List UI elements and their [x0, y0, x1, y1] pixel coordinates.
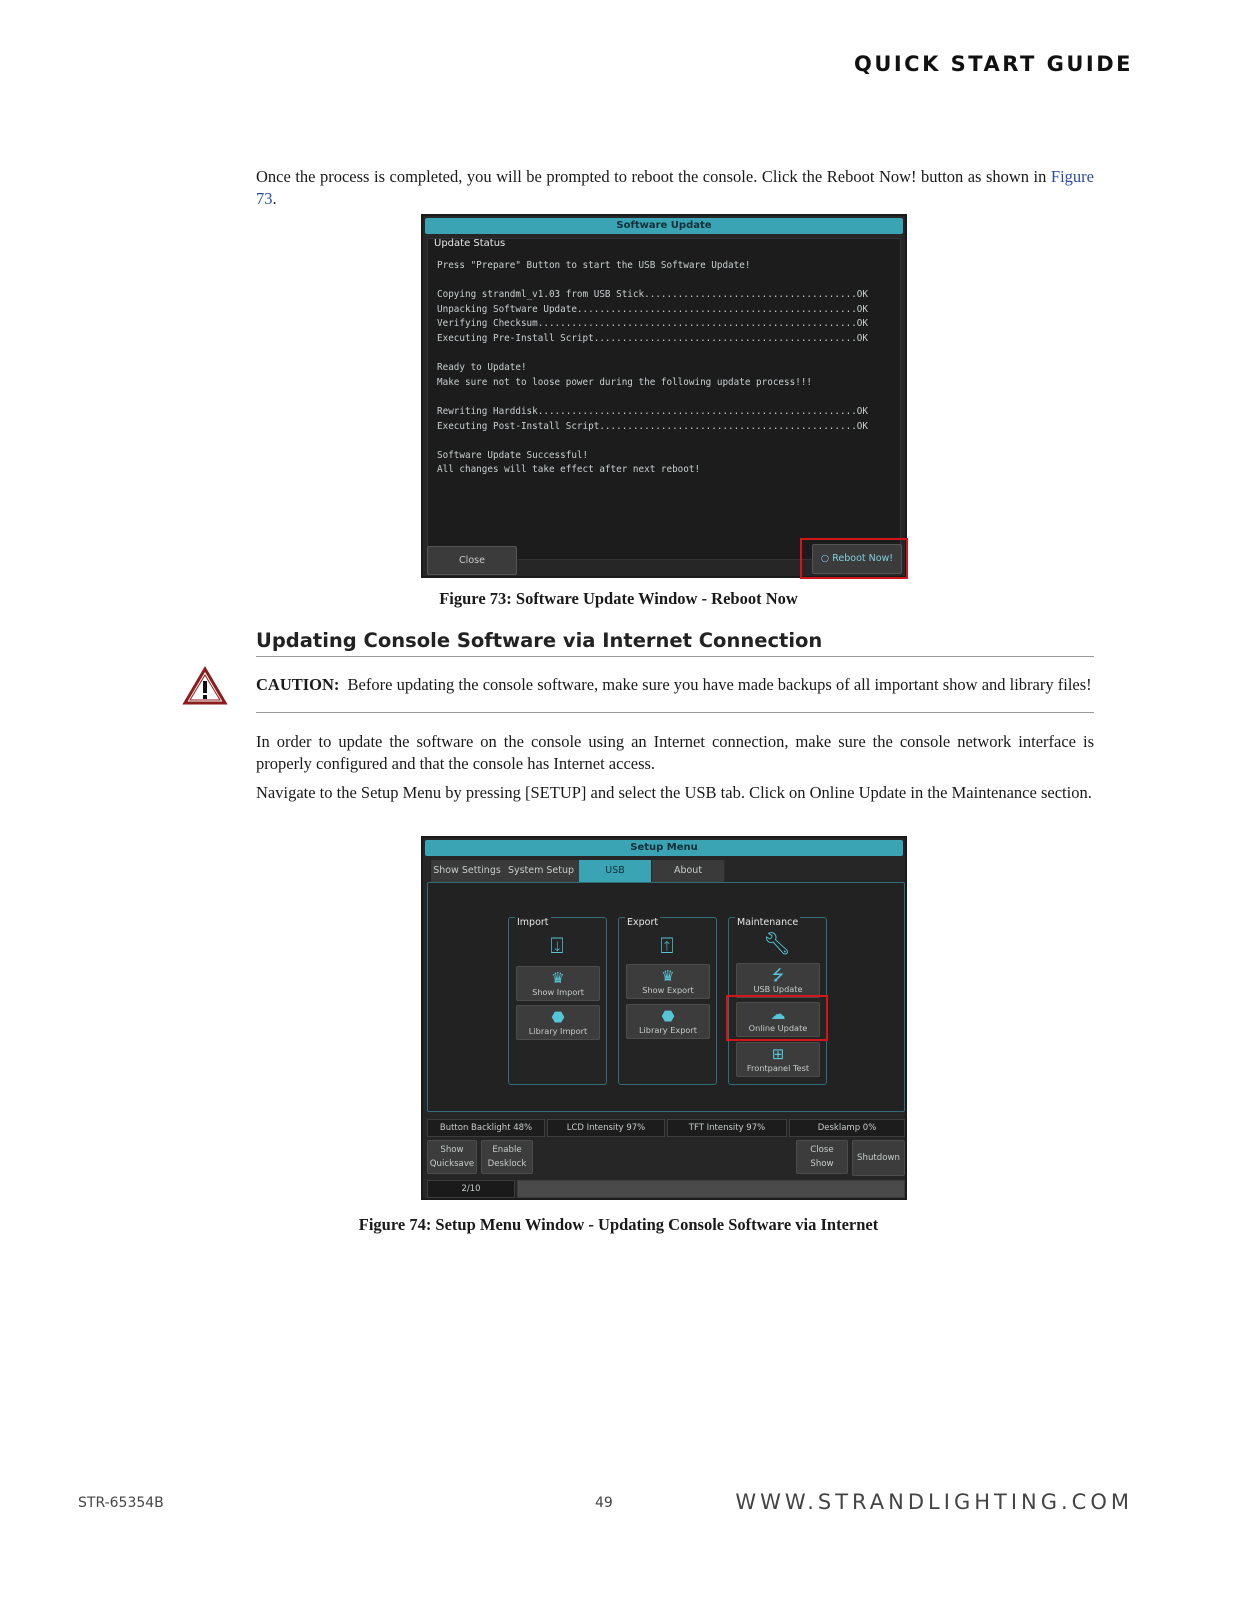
show-import-button[interactable]	[516, 966, 600, 1001]
show-export-label: Show Export	[642, 985, 694, 995]
section-heading: Updating Console Software via Internet Connection	[256, 629, 823, 652]
show-import-label: Show Import	[532, 987, 584, 997]
command-line-bar[interactable]	[517, 1180, 905, 1198]
usb-update-label: USB Update	[753, 984, 803, 994]
log-line: Make sure not to loose power during the following update process!!!	[437, 376, 813, 388]
enable-desklock-line2: Desklock	[487, 1159, 527, 1169]
log-line	[437, 347, 868, 362]
library-export-label: Library Export	[638, 1025, 698, 1035]
library-icon: ⬣	[661, 1007, 675, 1025]
setup-menu-window	[421, 836, 907, 1200]
button-backlight-status[interactable]: Button Backlight 48%	[427, 1119, 545, 1137]
caution-text	[256, 674, 1094, 696]
log-line: Rewriting Harddisk.........................................................OK	[437, 405, 868, 417]
enable-desklock-button[interactable]	[481, 1140, 533, 1174]
page-indicator: 2/10	[427, 1180, 515, 1198]
wrench-icon: 🔧︎	[763, 932, 791, 957]
frontpanel-test-button[interactable]	[736, 1042, 820, 1077]
close-button[interactable]: Close	[427, 546, 517, 575]
caution-top-rule	[256, 656, 1094, 657]
tab-system-setup[interactable]: System Setup	[503, 860, 580, 882]
intro-paragraph	[256, 166, 1094, 210]
usb-panel	[427, 882, 905, 1112]
maintenance-title: Maintenance	[737, 917, 799, 928]
log-line: Unpacking Software Update..................................................OK	[437, 303, 868, 315]
log-line: Executing Pre-Install Script...............................................OK	[437, 332, 868, 344]
update-status-label: Update Status	[434, 238, 506, 249]
grid-icon: ⊞	[771, 1045, 785, 1063]
library-icon: ⬣	[551, 1008, 565, 1026]
figure-73-caption: Figure 73: Software Update Window - Reboot Now	[439, 589, 798, 608]
show-quicksave-line1: Show	[440, 1145, 464, 1155]
figure-73-link[interactable]: Figure 73	[256, 167, 1094, 208]
shutdown-button[interactable]: Shutdown	[852, 1140, 905, 1176]
library-export-button[interactable]	[626, 1004, 710, 1039]
intro-text: Once the process is completed, you will be prompted to reboot the console. Click the Reboot Now! button as shown in	[256, 167, 1051, 186]
log-line: Copying strandml_v1.03 from USB Stick......................................OK	[437, 289, 868, 301]
show-export-button[interactable]	[626, 964, 710, 999]
update-log	[437, 259, 868, 478]
caution-bottom-rule	[256, 712, 1094, 713]
power-icon: ○	[820, 553, 830, 564]
usb-update-button[interactable]	[736, 963, 820, 998]
website-link[interactable]: WWW.STRANDLIGHTING.COM	[735, 1490, 1133, 1514]
export-icon: ⍐	[660, 934, 674, 959]
show-quicksave-button[interactable]	[427, 1140, 477, 1174]
tab-about[interactable]: About	[652, 860, 725, 882]
import-group	[508, 917, 607, 1085]
tft-intensity-status[interactable]: TFT Intensity 97%	[667, 1119, 787, 1137]
enable-desklock-line1: Enable	[492, 1145, 522, 1155]
library-import-button[interactable]	[516, 1005, 600, 1040]
software-update-window	[421, 214, 907, 578]
close-show-line1: Close	[810, 1145, 834, 1155]
log-line: All changes will take effect after next reboot!	[437, 464, 701, 476]
log-line: Press "Prepare" Button to start the USB Software Update!	[437, 260, 751, 271]
log-line: Software Update Successful!	[437, 449, 589, 461]
log-line: Executing Post-Install Script..............................................OK	[437, 420, 868, 432]
window-title: Software Update	[425, 218, 903, 234]
tab-usb[interactable]: USB	[579, 860, 652, 882]
export-title: Export	[627, 917, 659, 928]
show-quicksave-line2: Quicksave	[429, 1159, 475, 1169]
log-line: Ready to Update!	[437, 362, 527, 374]
export-group	[618, 917, 717, 1085]
reboot-highlight-box	[800, 538, 908, 579]
lcd-intensity-status[interactable]: LCD Intensity 97%	[547, 1119, 665, 1137]
warning-icon	[182, 666, 228, 706]
import-title: Import	[517, 917, 549, 928]
caution-label: CAUTION:	[256, 675, 340, 694]
reboot-now-label: Reboot Now!	[832, 553, 894, 564]
online-update-highlight-box	[726, 995, 828, 1041]
log-line	[437, 390, 868, 405]
page-number: 49	[595, 1495, 613, 1511]
close-show-line2: Show	[810, 1159, 834, 1169]
window-title: Setup Menu	[425, 840, 903, 856]
show-icon: ♛	[661, 967, 675, 985]
close-show-button[interactable]	[796, 1140, 848, 1174]
usb-icon: ⭍	[771, 966, 785, 984]
online-update-label: Online Update	[748, 1023, 808, 1033]
cloud-icon: ☁	[770, 1005, 786, 1023]
update-status-panel	[427, 238, 901, 560]
show-icon: ♛	[551, 969, 565, 987]
figure-74-caption: Figure 74: Setup Menu Window - Updating Console Software via Internet	[358, 1215, 879, 1234]
body-paragraph-1: In order to update the software on the console using an Internet connection, make sure the console network interface is properly configured and that the console has Internet access.	[256, 732, 1094, 773]
body-paragraph-2: Navigate to the Setup Menu by pressing [SETUP] and select the USB tab. Click on Online Update in the Maintenance section.	[256, 783, 1092, 802]
library-import-label: Library Import	[528, 1026, 588, 1036]
frontpanel-test-label: Frontpanel Test	[746, 1063, 810, 1073]
document-id: STR-65354B	[78, 1495, 164, 1511]
desklamp-status[interactable]: Desklamp 0%	[789, 1119, 905, 1137]
import-icon: ⍗	[550, 934, 564, 959]
running-header: QUICK START GUIDE	[853, 52, 1133, 76]
caution-body: Before updating the console software, make sure you have made backups of all important show and library files!	[347, 675, 1092, 694]
log-line	[437, 434, 868, 449]
log-line	[437, 274, 868, 289]
intro-text-end: .	[272, 189, 277, 208]
tab-show-settings[interactable]: Show Settings	[431, 860, 504, 882]
log-line: Verifying Checksum.........................................................OK	[437, 318, 868, 330]
